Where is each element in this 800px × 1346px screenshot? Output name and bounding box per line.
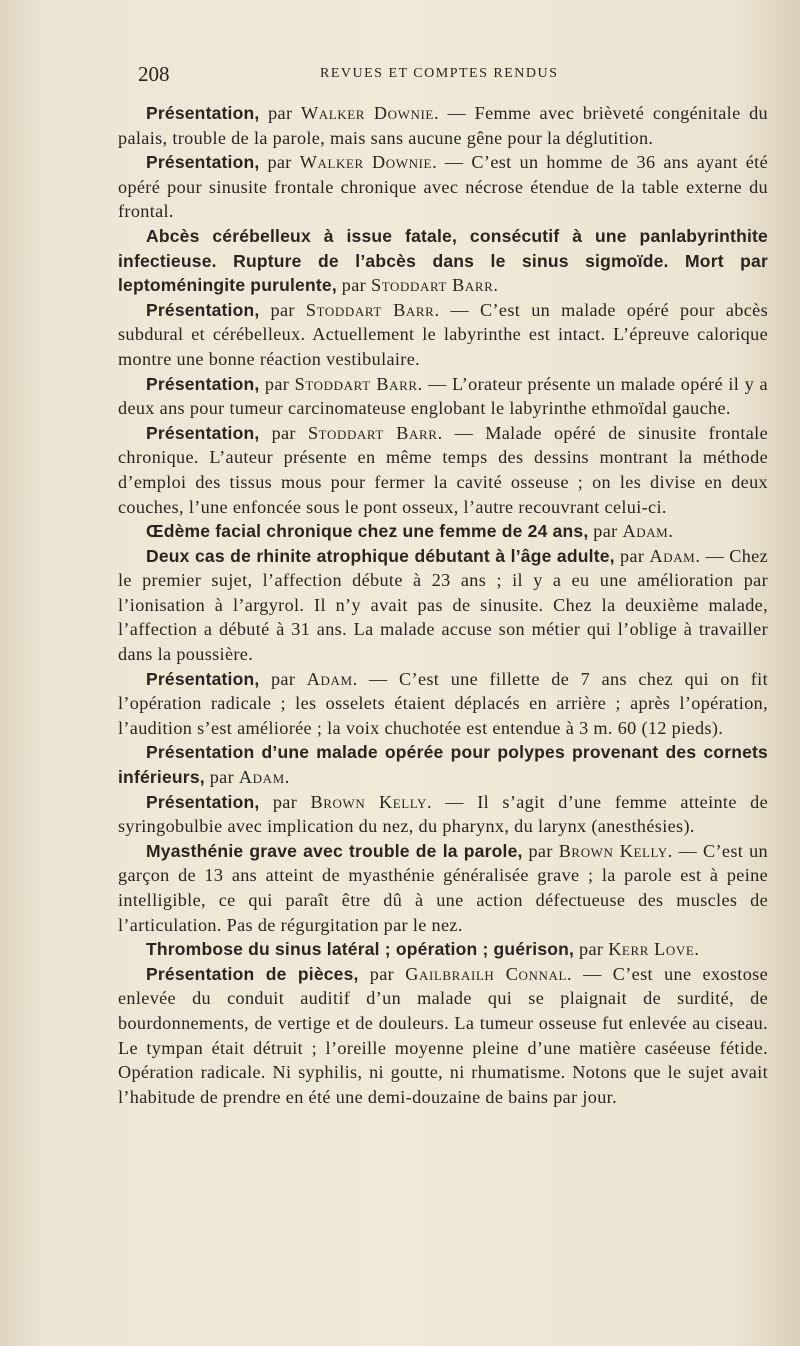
entry-title: Présentation, xyxy=(146,299,260,320)
entry-paragraph xyxy=(118,667,768,741)
entry-title: Thrombose du sinus latéral ; opération ; guérison, xyxy=(146,939,575,960)
entry-by: par xyxy=(259,152,300,173)
entry-text: . xyxy=(493,275,499,296)
entry-text: . — Femme avec brièveté congénitale du palais, trouble de la parole, mais sans aucune gêne pour la déglutition. xyxy=(118,103,769,148)
entry-author: Stoddart Barr xyxy=(370,275,494,296)
entry-title: Présentation, xyxy=(146,152,260,173)
entry-text: . — C’est une exostose enlevée du conduit auditif d’un malade qui se plaignait de surdité, de bourdonnements, de vertige et de douleurs. La tumeur osseuse fut enlevée au ciseau. Le tympan était détruit ; l’oreille moyenne pleine d’une matière caséeuse fétide. Opération radicale. Ni syphilis, ni goutte, ni rhumatisme. Notons que le sujet avait l’habitude de prendre en été une demi-douzaine de bains par jour. xyxy=(118,963,768,1107)
entry-by: par xyxy=(522,840,559,861)
entry-by: par xyxy=(574,939,609,960)
entry-text: . — C’est une fillette de 7 ans chez qui on fit l’opération radicale ; les osselets étaient déplacés en arrière ; après l’opération, l’audition s’est améliorée ; la voix chuchotée est entendue à 3 m. 60 (12 pieds). xyxy=(118,668,768,738)
entry-author: Adam xyxy=(622,521,669,542)
entry-text: . — C’est un malade opéré pour abcès subdural et cérébelleux. Actuellement le labyrinthe est intact. L’épreuve calorique montre une bonne réaction vestibulaire. xyxy=(118,299,768,369)
entry-author: Kerr Love xyxy=(608,939,695,960)
entry-paragraph xyxy=(118,298,768,372)
running-title: REVUES ET COMPTES RENDUS xyxy=(320,66,559,81)
entry-by: par xyxy=(358,963,406,984)
entry-by: par xyxy=(259,299,306,320)
article-body xyxy=(118,101,768,1109)
entry-by: par xyxy=(336,275,371,296)
entry-title: Présentation, xyxy=(146,668,260,689)
entry-paragraph xyxy=(118,224,768,298)
entry-by: par xyxy=(259,668,307,689)
entry-title: Présentation, xyxy=(146,373,260,394)
entry-author: Stoddart Barr xyxy=(305,299,435,320)
entry-text: . — C’est un homme de 36 ans ayant été opéré pour sinusite frontale chronique avec nécrose étendue de la table externe du frontal. xyxy=(118,152,768,222)
entry-paragraph xyxy=(118,544,768,667)
entry-by: par xyxy=(259,373,295,394)
entry-text: . — Malade opéré de sinusite frontale chronique. L’auteur présente en même temps des dessins montrant la méthode d’emploi des tissus mous pour fermer la cavité osseuse ; on les divise en deux couches, l’une enfoncée sous le pont osseux, l’autre recouvrant celui-ci. xyxy=(118,422,768,517)
page-number: 208 xyxy=(138,62,170,86)
entry-text: . — L’orateur présente un malade opéré il y a deux ans pour tumeur carcinomateuse englobant le labyrinthe ethmoïdal gauche. xyxy=(118,373,768,419)
page-header xyxy=(0,62,800,86)
entry-paragraph xyxy=(118,372,768,421)
entry-text: . xyxy=(694,939,700,960)
entry-by: par xyxy=(588,521,623,542)
entry-by: par xyxy=(259,103,301,123)
entry-author: Adam xyxy=(306,668,353,689)
entry-title: Deux cas de rhinite atrophique débutant à l’âge adulte, xyxy=(146,545,615,566)
entry-by: par xyxy=(259,422,308,443)
entry-text: . — Il s’agit d’une femme atteinte de syringobulbie avec implication du nez, du pharynx, du larynx (anesthésies). xyxy=(118,791,769,837)
entry-paragraph xyxy=(118,962,768,1110)
entry-title: Présentation d’une malade opérée pour polypes provenant des cornets inférieurs, xyxy=(118,742,768,788)
entry-text: . xyxy=(284,767,290,788)
entry-author: Adam xyxy=(649,545,696,566)
entry-author: Brown Kelly xyxy=(310,791,428,812)
entry-by: par xyxy=(204,767,239,788)
entry-text: . — C’est un garçon de 13 ans atteint de myasthénie généralisée grave ; la parole est à peine intelligible, ce qui paraît être dû à une action défectueuse des muscles de l’articulation. Pas de régurgitation par le nez. xyxy=(118,840,768,935)
entry-title: Myasthénie grave avec trouble de la parole, xyxy=(146,840,523,861)
entry-paragraph xyxy=(118,421,768,519)
entry-author: Brown Kelly xyxy=(558,840,668,861)
entry-title: Abcès cérébelleux à issue fatale, consécutif à une panlabyrinthite infectieuse. Rupture de l’abcès dans le sinus sigmoïde. Mort par leptoméningite purulente, xyxy=(118,225,768,296)
entry-paragraph xyxy=(118,839,768,937)
entry-by: par xyxy=(614,545,650,566)
entry-author: Walker Downie xyxy=(299,152,433,173)
entry-paragraph xyxy=(118,101,768,150)
entry-title: Présentation de pièces, xyxy=(146,963,359,984)
entry-by: par xyxy=(259,791,311,812)
entry-paragraph xyxy=(118,937,768,962)
entry-author: Adam xyxy=(238,767,285,788)
entry-text: . — Chez le premier sujet, l’affection débute à 23 ans ; il y a eu une amélioration par l’ionisation à l’argyrol. Il n’y avait pas de sinusite. Chez la deuxième malade, l’affection a débuté à 31 ans. La malade accuse son métier qui l’oblige à travailler dans la poussière. xyxy=(118,545,769,665)
entry-author: Walker Downie xyxy=(300,103,434,123)
entry-title: Présentation, xyxy=(146,103,260,123)
entry-author: Stoddart Barr xyxy=(307,422,438,443)
entry-title: Présentation, xyxy=(146,422,260,443)
entry-paragraph xyxy=(118,150,768,224)
entry-paragraph xyxy=(118,519,768,544)
entry-paragraph xyxy=(118,740,768,789)
entry-text: . xyxy=(668,521,674,542)
entry-paragraph xyxy=(118,790,768,839)
entry-author: Gailbrailh Connal xyxy=(405,963,568,984)
entry-title: Œdème facial chronique chez une femme de 24 ans, xyxy=(146,521,589,542)
entry-title: Présentation, xyxy=(146,791,260,812)
entry-author: Stoddart Barr xyxy=(294,373,418,394)
